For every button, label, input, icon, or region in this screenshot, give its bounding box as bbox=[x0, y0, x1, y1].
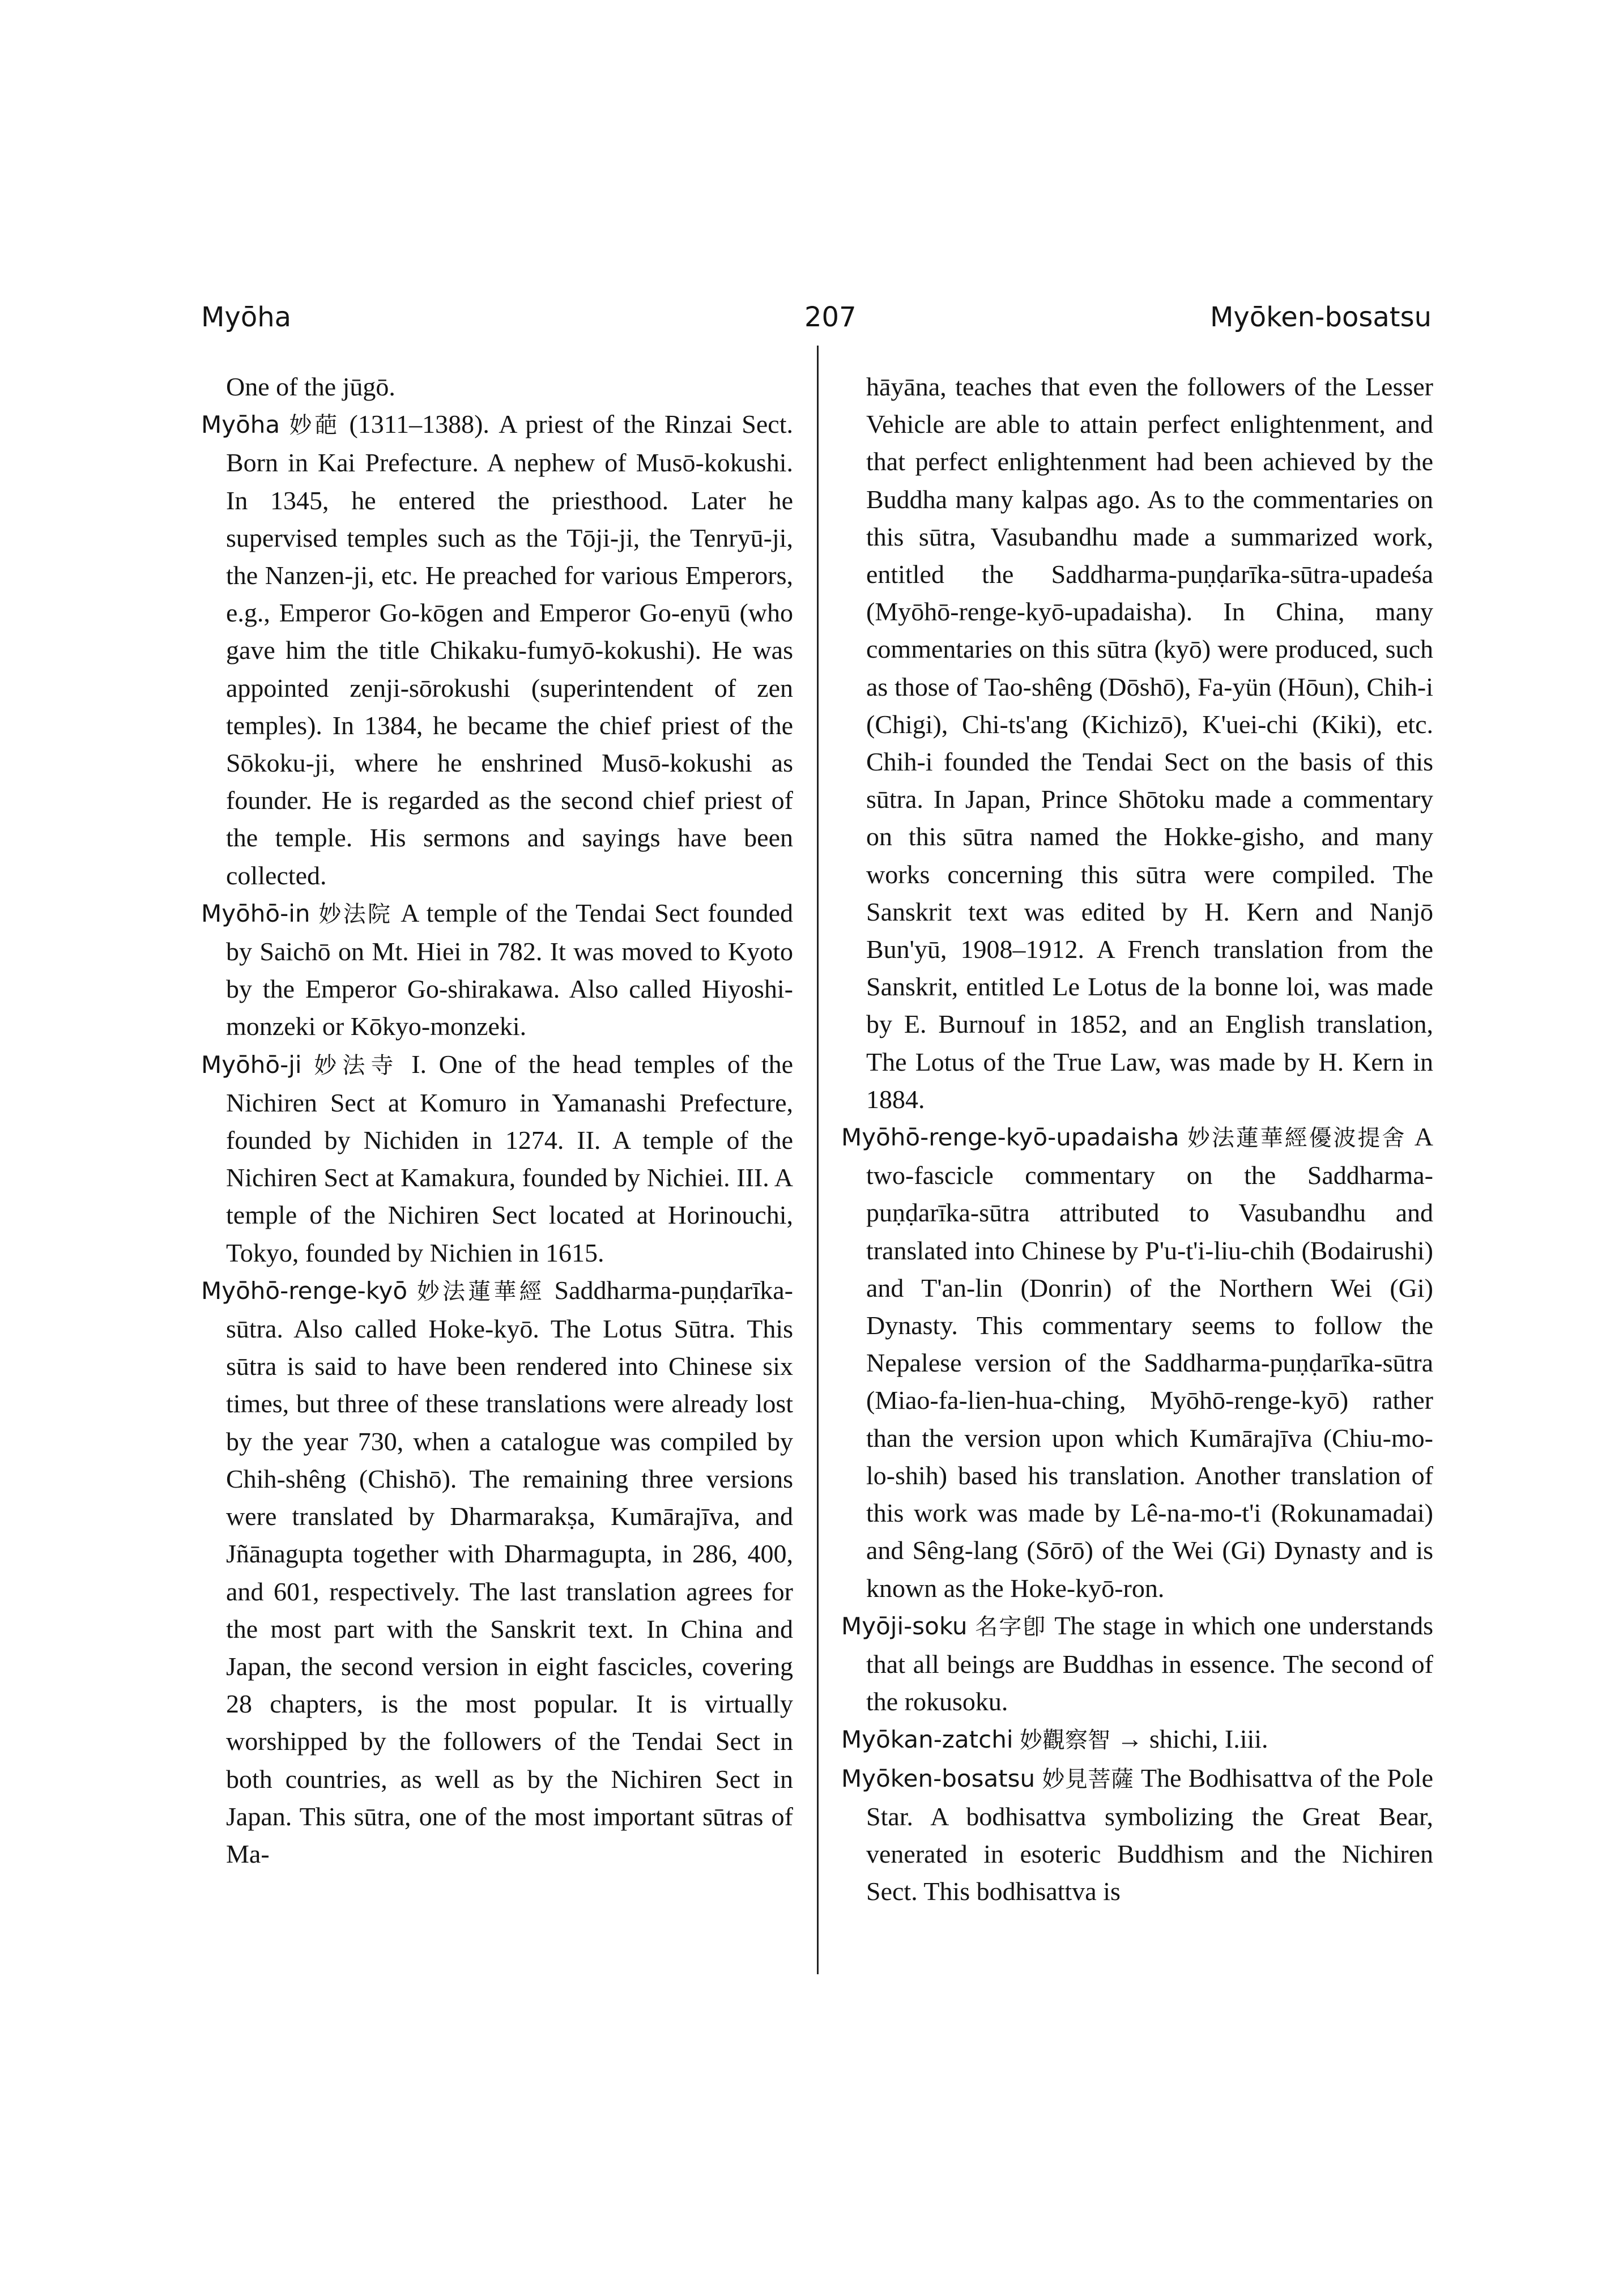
entry-characters: 妙見菩薩 bbox=[1042, 1766, 1134, 1792]
column-divider bbox=[817, 346, 819, 1974]
entry-myoha bbox=[201, 406, 793, 894]
header-right-guideword: Myōken-bosatsu bbox=[1209, 301, 1432, 333]
entry-text: The stage in which one understands that all beings are Buddhas in essence. The second of the rokusoku. bbox=[866, 1611, 1434, 1716]
entry-upadaisha bbox=[841, 1118, 1433, 1607]
running-header bbox=[0, 301, 1623, 347]
left-column bbox=[201, 368, 793, 1873]
entry-text: (1311–1388). A priest of the Rinzai Sect. Born in Kai Prefecture. A nephew of Musō-kokushi. In 1345, he entered the priesthood. Later he supervised temples such as the Tōji-ji, the Tenryū-ji, the Nanzen-ji, etc. He preached for various Emperors, e.g., Emperor Go-kōgen and Emperor Go-enyū (who gave him the title Chikaku-fumyō-kokushi). He was appointed zenji-sōrokushi (superintendent of zen temples). In 1384, he became the chief priest of the Sōkoku-ji, where he enshrined Musō-kokushi as founder. He is regarded as the second chief priest of the temple. His sermons and sayings have been collected. bbox=[226, 410, 794, 890]
header-left-guideword: Myōha bbox=[201, 301, 292, 333]
right-column bbox=[841, 368, 1433, 1910]
entry-characters: 妙法寺 bbox=[314, 1052, 399, 1079]
entry-headword: Myōha bbox=[201, 411, 280, 439]
entry-myoji-soku bbox=[841, 1607, 1433, 1721]
entry-myoho-in bbox=[201, 894, 793, 1046]
entry-text: Saddharma-puṇḍarīka-sūtra. Also called Hoke-kyō. The Lotus Sūtra. This sūtra is said to have been rendered into Chinese six times, but three of these translations were already lost by the year 730, when a catalogue was compiled by Chih-shêng (Chishō). The remaining three versions were translated by Dharmarakṣa, Kumārajīva, and Jñānagupta together with Dharmagupta, in 286, 400, and 601, respectively. The last translation agrees for the most part with the Sanskrit text. In China and Japan, the second version in eight fascicles, covering 28 chapters, is the most popular. It is virtually worshipped by the followers of the Tendai Sect in both countries, as well as by the Nichiren Sect in Japan. This sūtra, one of the most important sūtras of Ma- bbox=[226, 1275, 794, 1868]
entry-headword: Myōhō-in bbox=[201, 899, 310, 927]
continued-text: One of the jūgō. bbox=[226, 372, 395, 401]
entry-headword: Myōhō-ji bbox=[201, 1050, 302, 1079]
entry-text: → shichi, I.iii. bbox=[1117, 1724, 1268, 1754]
entry-headword: Myōken-bosatsu bbox=[841, 1764, 1036, 1792]
entry-text: A temple of the Tendai Sect founded by Saichō on Mt. Hiei in 782. It was moved to Kyoto by the Emperor Go-shirakawa. Also called Hiyoshi-monzeki or Kōkyo-monzeki. bbox=[226, 898, 794, 1041]
entry-characters: 妙葩 bbox=[289, 412, 340, 439]
page-number: 207 bbox=[804, 301, 857, 333]
entry-myoho-renge-kyo bbox=[201, 1272, 793, 1873]
entry-myokan-zatchi bbox=[841, 1720, 1433, 1759]
entry-characters: 妙法院 bbox=[318, 901, 393, 927]
continued-text: hāyāna, teaches that even the followers of the Lesser Vehicle are able to attain perfect enlightenment, and that perfect enlightenment had been achieved by the Buddha many kalpas ago. As to the commentaries on this sūtra, Vasubandhu made a summarized work, entitled the Saddharma-puṇḍarīka-sūtra-upadeśa (Myōhō-renge-kyō-upadaisha). In China, many commentaries on this sūtra (kyō) were produced, such as those of Tao-shêng (Dōshō), Fa-yün (Hōun), Chih-i (Chigi), Chi-ts'ang (Kichizō), K'uei-chi (Kiki), etc. Chih-i founded the Tendai Sect on the basis of this sūtra. In Japan, Prince Shōtoku made a commentary on this sūtra named the Hokke-gisho, and many works concerning this sūtra were compiled. The Sanskrit text was edited by H. Kern and Nanjō Bun'yū, 1908–1912. A French translation from the Sanskrit, entitled Le Lotus de la bonne loi, was made by E. Burnouf in 1852, and an English translation, The Lotus of the True Law, was made by H. Kern in 1884. bbox=[866, 372, 1433, 1114]
entry-characters: 妙法蓮華經優波提舍 bbox=[1187, 1125, 1407, 1152]
entry-headword: Myōkan-zatchi bbox=[841, 1726, 1013, 1754]
entry-myoken-bosatsu bbox=[841, 1760, 1433, 1911]
entry-characters: 妙觀察智 bbox=[1020, 1727, 1111, 1754]
entry-characters: 名字卽 bbox=[975, 1613, 1047, 1640]
entry-headword: Myōhō-renge-kyō-upadaisha bbox=[841, 1123, 1179, 1152]
entry-characters: 妙法蓮華經 bbox=[416, 1278, 545, 1305]
entry-myoho-ji bbox=[201, 1046, 793, 1272]
entry-text: A two-fascicle commentary on the Saddharma-puṇḍarīka-sūtra attributed to Vasubandhu and translated into Chinese by P'u-t'i-liu-chih (Bodairushi) and T'an-lin (Donrin) of the Northern Wei (Gi) Dynasty. This commentary seems to follow the Nepalese version of the Saddharma-puṇḍarīka-sūtra (Miao-fa-lien-hua-ching, Myōhō-renge-kyō) rather than the version upon which Kumārajīva (Chiu-mo-lo-shih) based his translation. Another translation of this work was made by Lê-na-mo-t'i (Rokunamadai) and Sêng-lang (Sōrō) of the Wei (Gi) Dynasty and is known as the Hoke-kyō-ron. bbox=[866, 1122, 1434, 1603]
entry-text: I. One of the head temples of the Nichiren Sect at Komuro in Yamanashi Prefecture, founded by Nichiden in 1274. II. A temple of the Nichiren Sect at Kamakura, founded by Nichiei. III. A temple of the Nichiren Sect located at Horinouchi, Tokyo, founded by Nichien in 1615. bbox=[226, 1049, 793, 1267]
entry-headword: Myōhō-renge-kyō bbox=[201, 1276, 408, 1305]
entry-text: The Bodhisattva of the Pole Star. A bodhisattva symbolizing the Great Bear, venerated in esoteric Buddhism and the Nichiren Sect. This bodhisattva is bbox=[866, 1763, 1434, 1906]
entry-headword: Myōji-soku bbox=[841, 1612, 968, 1640]
